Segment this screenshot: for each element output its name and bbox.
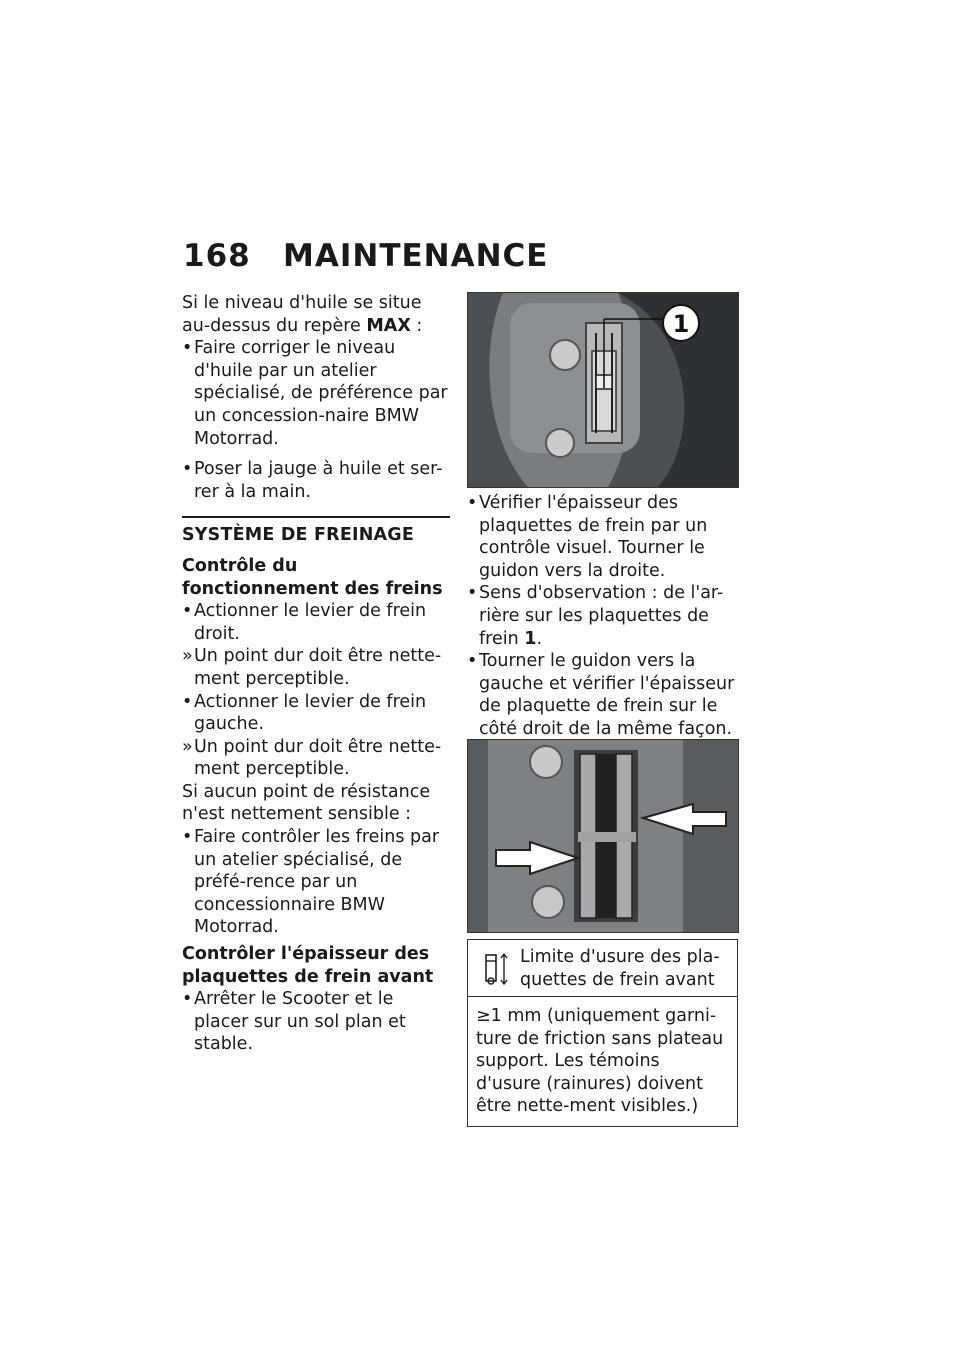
result-item: » Un point dur doit être nette-ment perceptible.	[182, 645, 450, 690]
page-header	[183, 238, 548, 282]
spec-value: ≥1 mm (uniquement garni-ture de friction sans plateau support. Les témoins d'usure (rainures) doivent être nette-ment visibles.)	[476, 1006, 724, 1117]
brake-pads-photo	[467, 739, 739, 933]
section-divider	[182, 516, 450, 518]
spec-label: Limite d'usure des pla-quettes de frein avant	[520, 947, 720, 990]
list-item: • Faire contrôler les freins par un atelier spécialisé, de préfé-rence par un concessionnaire BMW Motorrad.	[182, 826, 450, 939]
max-mark: MAX	[366, 315, 411, 336]
list-item: • Faire corriger le niveau d'huile par un atelier spécialisé, de préférence par un concession-naire BMW Motorrad.	[182, 337, 450, 450]
section-title: MAINTENANCE	[283, 238, 549, 274]
result-item: » Un point dur doit être nette-ment perceptible.	[182, 736, 450, 781]
list-item: • Actionner le levier de frein gauche.	[182, 691, 450, 736]
subheading-brake-check: Contrôle du fonctionnement des freins	[182, 555, 443, 599]
page-number: 168	[183, 238, 251, 274]
callout-1: 1	[672, 310, 690, 338]
brake-caliper-illustration	[468, 293, 738, 487]
brake-pads-illustration	[468, 740, 738, 932]
brake-caliper-photo	[467, 292, 739, 488]
list-item: • Vérifier l'épaisseur des plaquettes de frein par un contrôle visuel. Tourner le guidon vers la droite.	[467, 492, 739, 582]
left-column	[182, 292, 450, 1056]
list-item: • Sens d'observation : de l'ar-rière sur les plaquettes de frein 1.	[467, 582, 739, 650]
condition-paragraph: Si aucun point de résistance n'est nettement sensible :	[182, 781, 431, 825]
list-item: • Arrêter le Scooter et le placer sur un sol plan et stable.	[182, 988, 450, 1056]
wear-limit-spec-box	[467, 939, 738, 1127]
spec-header	[468, 940, 737, 997]
list-item: • Poser la jauge à huile et ser-rer à la main.	[182, 458, 450, 503]
callout-ref: 1	[524, 628, 537, 649]
section-heading: SYSTÈME DE FREINAGE	[182, 525, 415, 546]
list-item: • Actionner le levier de frein droit.	[182, 600, 450, 645]
subheading-pad-thickness: Contrôler l'épaisseur des plaquettes de frein avant	[182, 944, 434, 987]
brake-pad-gauge-icon	[480, 949, 520, 989]
list-item: • Tourner le guidon vers la gauche et vérifier l'épaisseur de plaquette de frein sur le côté droit de la même façon.	[467, 650, 739, 740]
intro-paragraph: Si le niveau d'huile se situe au-dessus du repère MAX :	[182, 293, 423, 336]
right-column	[467, 492, 739, 741]
